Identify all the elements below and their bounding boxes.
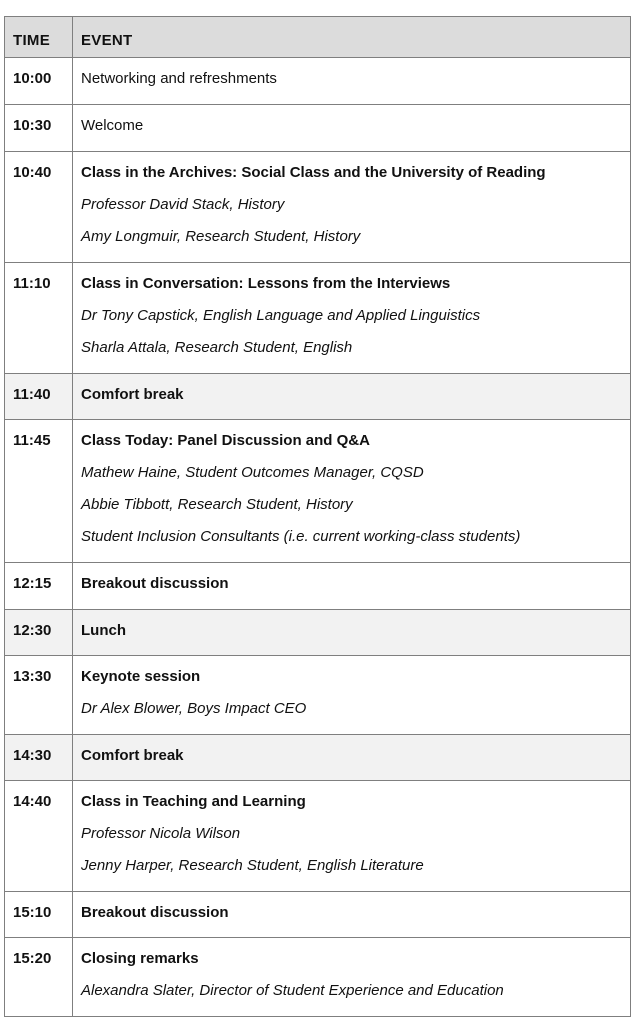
event-title: Breakout discussion (81, 575, 229, 592)
event-title: Breakout discussion (81, 904, 229, 921)
event-speaker: Dr Tony Capstick, English Language and Applied Linguistics (81, 307, 481, 324)
time-cell: 13:30 (5, 656, 73, 735)
event-speaker: Mathew Haine, Student Outcomes Manager, CQSD (81, 464, 424, 481)
schedule-row (5, 420, 631, 563)
event-speaker: Abbie Tibbott, Research Student, History (81, 496, 353, 513)
event-title: Closing remarks (81, 950, 199, 967)
schedule-row (5, 892, 631, 938)
event-cell (73, 152, 631, 263)
event-cell (73, 610, 631, 656)
event-title: Networking and refreshments (81, 70, 277, 87)
event-title: Welcome (81, 117, 144, 134)
event-title: Lunch (81, 622, 126, 639)
time-cell: 10:00 (5, 58, 73, 105)
event-column-header: EVENT (73, 17, 631, 58)
event-cell (73, 656, 631, 735)
header-row (5, 17, 631, 58)
event-speaker: Jenny Harper, Research Student, English Literature (81, 857, 424, 874)
event-cell (73, 892, 631, 938)
event-speaker: Amy Longmuir, Research Student, History (81, 228, 361, 245)
event-title: Keynote session (81, 668, 201, 685)
time-column-header: TIME (5, 17, 73, 58)
event-title: Class in Conversation: Lessons from the Interviews (81, 275, 451, 292)
event-title: Class in the Archives: Social Class and the University of Reading (81, 164, 546, 181)
event-title: Class Today: Panel Discussion and Q&A (81, 432, 370, 449)
time-cell: 15:20 (5, 938, 73, 1017)
event-cell (73, 735, 631, 781)
event-cell (73, 58, 631, 105)
event-cell (73, 105, 631, 152)
event-speaker: Alexandra Slater, Director of Student Experience and Education (81, 982, 504, 999)
time-cell: 12:15 (5, 563, 73, 610)
event-cell (73, 420, 631, 563)
schedule-body (5, 58, 631, 1017)
event-cell (73, 263, 631, 374)
time-cell: 12:30 (5, 610, 73, 656)
time-cell: 11:40 (5, 374, 73, 420)
time-cell: 10:40 (5, 152, 73, 263)
event-cell (73, 938, 631, 1017)
event-cell (73, 374, 631, 420)
time-cell: 14:30 (5, 735, 73, 781)
event-cell (73, 781, 631, 892)
event-title: Comfort break (81, 386, 184, 403)
schedule-row (5, 781, 631, 892)
event-speaker: Sharla Attala, Research Student, English (81, 339, 353, 356)
time-cell: 14:40 (5, 781, 73, 892)
event-cell (73, 563, 631, 610)
time-cell: 15:10 (5, 892, 73, 938)
schedule-row (5, 374, 631, 420)
schedule-row (5, 656, 631, 735)
schedule-row (5, 58, 631, 105)
event-title: Comfort break (81, 747, 184, 764)
schedule-row (5, 938, 631, 1017)
time-cell: 10:30 (5, 105, 73, 152)
schedule-table (4, 16, 631, 1017)
event-speaker: Student Inclusion Consultants (i.e. current working-class students) (81, 528, 521, 545)
event-speaker: Professor Nicola Wilson (81, 825, 241, 842)
schedule-row (5, 152, 631, 263)
schedule-row (5, 610, 631, 656)
schedule-row (5, 563, 631, 610)
event-speaker: Dr Alex Blower, Boys Impact CEO (81, 700, 307, 717)
schedule-row (5, 105, 631, 152)
time-cell: 11:10 (5, 263, 73, 374)
schedule-row (5, 735, 631, 781)
time-cell: 11:45 (5, 420, 73, 563)
event-speaker: Professor David Stack, History (81, 196, 285, 213)
event-title: Class in Teaching and Learning (81, 793, 306, 810)
schedule-row (5, 263, 631, 374)
